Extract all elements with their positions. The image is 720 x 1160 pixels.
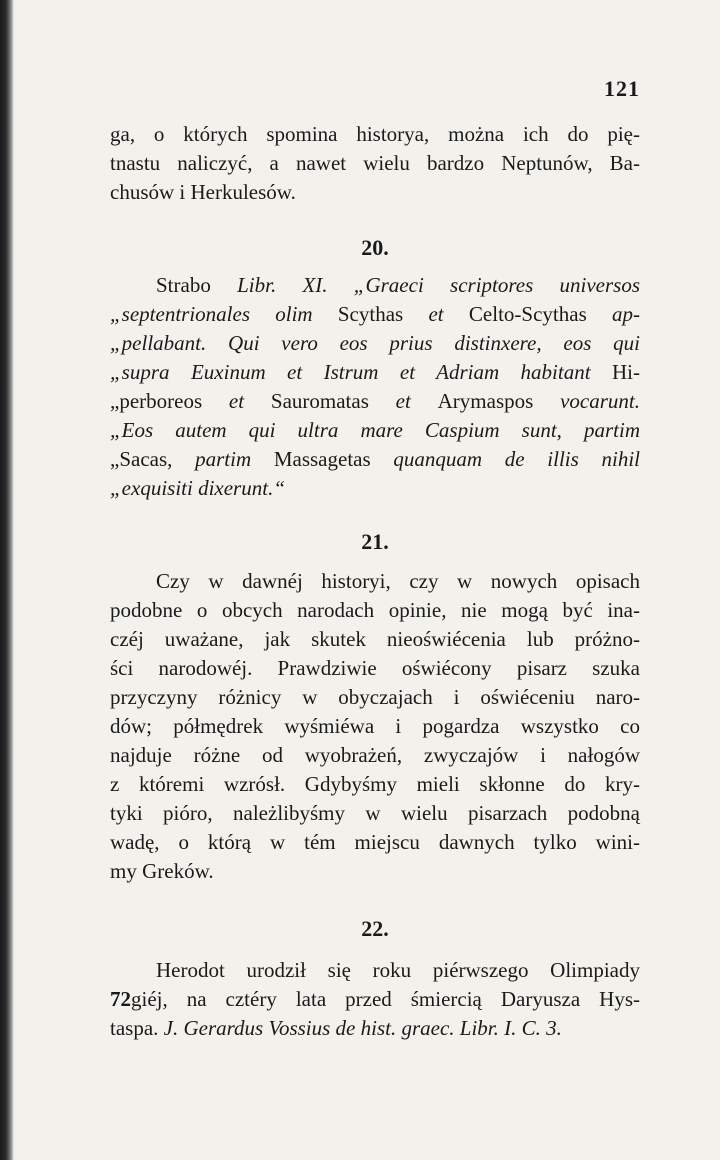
text-line: [110, 1014, 640, 1043]
roman-text: Strabo: [156, 273, 238, 297]
roman-text: Massagetas: [273, 447, 394, 471]
text-line: tnastu naliczyć, a nawet wielu bardzo Neptunów, Ba-: [110, 151, 640, 175]
text-line: chusów i Herkulesów.: [110, 180, 296, 204]
roman-text: giéj, na cztéry lata przed śmiercią Daryusza Hys-: [131, 987, 640, 1011]
roman-text: Herodot urodził się roku piérwszego Olimpiady: [156, 958, 640, 982]
section-22-paragraph: [110, 956, 640, 1043]
section-20-paragraph: [110, 271, 640, 503]
text-line: [110, 358, 640, 387]
italic-text: et: [228, 389, 271, 413]
italic-text: ap-: [612, 302, 641, 326]
italic-text: J. Gerardus Vossius de hist. graec. Libr. I. C. 3.: [163, 1016, 562, 1040]
intro-paragraph: [110, 120, 640, 207]
italic-text: vocarunt.: [560, 389, 641, 413]
italic-text: quanquam de illis nihil: [393, 447, 641, 471]
italic-text: „exquisiti dixerunt.“: [110, 476, 285, 500]
text-line: podobne o obcych narodach opinie, nie mogą być ina-: [110, 598, 640, 622]
page-number: 121: [604, 76, 640, 101]
roman-text: Arymaspos: [437, 389, 561, 413]
text-line: tyki pióro, należlibyśmy w wielu pisarzach podobną: [110, 801, 640, 825]
text-line: czéj uważane, jak skutek nieoświécenia lub próżno-: [110, 627, 640, 651]
section-heading-22: 22.: [361, 916, 389, 941]
section-21-paragraph: [110, 567, 640, 886]
text-line: z któremi wzrósł. Gdybyśmy mieli skłonne do kry-: [110, 772, 640, 796]
text-line: [110, 985, 640, 1014]
text-line: przyczyny różnicy w obyczajach i oświéceniu naro-: [110, 685, 640, 709]
text-line: [110, 956, 640, 985]
roman-text: taspa.: [110, 1016, 164, 1040]
text-line: [110, 416, 640, 445]
text-line: Czy w dawnéj historyi, czy w nowych opisach: [156, 569, 640, 593]
text-line: dów; półmędrek wyśmiéwa i pogardza wszystko co: [110, 714, 640, 738]
italic-text: „Eos autem qui ultra mare Caspium sunt: [110, 418, 557, 442]
roman-text: „perboreos: [110, 389, 229, 413]
italic-text: „pellabant. Qui vero eos prius distinxere, eos qui: [110, 331, 640, 355]
italic-text: partim: [584, 418, 641, 442]
text-line: najduje różne od wyobrażeń, zwyczajów i nałogów: [110, 743, 640, 767]
text-line: [110, 445, 640, 474]
text-line: [110, 271, 640, 300]
text-line: ga, o których spomina historya, można ich do pię-: [110, 122, 640, 146]
text-line: [110, 474, 640, 503]
roman-text: Scythas: [337, 302, 429, 326]
text-line: [110, 329, 640, 358]
italic-text: Libr. XI. „Graeci scriptores universos: [237, 273, 641, 297]
italic-text: et: [428, 302, 469, 326]
roman-text: 72: [110, 987, 131, 1011]
text-line: [110, 387, 640, 416]
roman-text: Celto-Scythas: [468, 302, 613, 326]
text-line: ści narodowéj. Prawdziwie oświécony pisarz szuka: [110, 656, 640, 680]
italic-text: et: [395, 389, 438, 413]
section-heading-21: 21.: [361, 529, 389, 554]
section-heading-20: 20.: [361, 235, 389, 260]
text-line: wadę, o którą w tém miejscu dawnych tylko wini-: [110, 830, 640, 854]
page-gutter-shadow: [0, 0, 14, 1160]
text-column: [110, 120, 640, 1043]
roman-text: Sauromatas: [270, 389, 396, 413]
text-line: my Greków.: [110, 859, 214, 883]
italic-text: „septentrionales olim: [110, 302, 338, 326]
roman-text: „Sacas,: [110, 447, 196, 471]
italic-text: partim: [195, 447, 274, 471]
text-line: [110, 300, 640, 329]
roman-text: ,: [556, 418, 584, 442]
italic-text: „supra Euxinum et Istrum et Adriam habitant: [110, 360, 612, 384]
roman-text: Hi-: [612, 360, 640, 384]
